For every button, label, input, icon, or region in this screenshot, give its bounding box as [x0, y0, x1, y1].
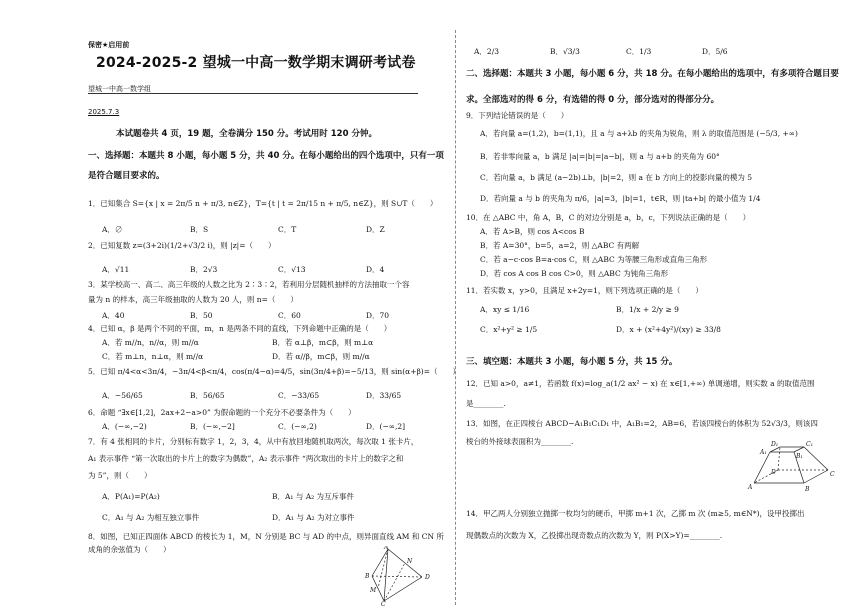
q7-option-d[interactable]: D．A₁ 与 A₂ 为对立事件 — [272, 513, 355, 522]
q8-option-d[interactable]: D．5/6 — [702, 47, 728, 56]
q8-options — [474, 46, 778, 57]
q6-option-b[interactable]: B．(−∞,−2] — [190, 422, 235, 431]
q4-option-a[interactable]: A．若 m//n，n//α，则 m//α — [102, 338, 199, 347]
q4-option-b[interactable]: B．若 α⊥β，m⊂β，则 m⊥α — [272, 338, 374, 347]
q13-line-1: 13．如图，在正四棱台 ABCD−A₁B₁C₁D₁ 中，A₁B₁=2，AB=6，若该四棱台的体积为 52√3/3，则该四 — [466, 419, 818, 428]
q11-options-cd — [480, 324, 752, 335]
edge-dd1 — [778, 447, 780, 470]
q3-option-b[interactable]: B．50 — [190, 311, 213, 320]
edge-cd — [384, 577, 422, 601]
q7-line-3: 为 5”，则（ ） — [88, 471, 152, 480]
q7-options-cd — [102, 512, 442, 523]
q7-line-2: A₁ 表示事件 “第一次取出的卡片上的数字为偶数”，A₂ 表示事件 “两次取出的卡片上的数字之和 — [88, 454, 404, 463]
exam-notice: 本试题卷共 4 页，19 题，全卷满分 150 分。考试用时 120 分钟。 — [116, 129, 377, 139]
q7-options-ab — [102, 491, 442, 502]
q5-option-c[interactable]: C．−33/65 — [278, 391, 320, 400]
q13-line-2: 棱台的外接球表面积为________. — [466, 437, 574, 446]
tetrahedron-figure — [364, 546, 440, 606]
edge-cc1 — [804, 447, 828, 470]
q1-option-a[interactable]: A．∅ — [102, 225, 123, 234]
q12-line-2: 是________. — [466, 399, 506, 408]
q6-options — [102, 421, 454, 432]
q1-option-d[interactable]: D．Z — [366, 225, 385, 234]
q14-line-2: 现偶数点的次数为 X，乙投掷出现奇数点的次数为 Y，则 P(X>Y)=________. — [466, 531, 723, 540]
q8-line-1: 8．如图，已知正四面体 ABCD 的棱长为 1，M，N 分别是 BC 与 AD 的中点，则异面直线 AM 和 CN 所 — [88, 532, 444, 541]
q1-option-b[interactable]: B．S — [190, 225, 209, 234]
edge-ab — [372, 549, 388, 576]
q10-option-a[interactable]: A．若 A>B，则 cos A<cos B — [480, 227, 585, 236]
q10-stem: 10．在 △ABC 中，角 A，B，C 的对边分别是 a，b，c，下列说法正确的是（ ） — [466, 213, 751, 222]
q6-option-c[interactable]: C．(−∞,2) — [278, 422, 317, 431]
label-a: A — [384, 546, 389, 551]
section3-heading: 三、填空题：本题共 3 小题，每小题 5 分，共 15 分。 — [466, 357, 678, 367]
q4-stem: 4．已知 α，β 是两个不同的平面，m，n 是两条不同的直线，下列命题中正确的是（ ） — [88, 324, 392, 333]
q3-options — [102, 310, 454, 321]
q8-option-c[interactable]: C．1/3 — [626, 47, 652, 56]
exam-date: 2025.7.3 — [88, 108, 120, 116]
q7-line-1: 7．有 4 张相同的卡片，分别标有数字 1，2，3，4，从中有放回地随机取两次，每次取 1 张卡片， — [88, 437, 419, 446]
q2-options — [102, 264, 454, 275]
q1-option-c[interactable]: C．T — [278, 225, 297, 234]
section1-heading-2: 是符合题目要求的。 — [88, 171, 165, 181]
q8-line-2: 成角的余弦值为（ ） — [88, 545, 171, 554]
q5-options — [102, 390, 454, 401]
exam-title: 2024-2025-2 望城一中高一数学期末调研考试卷 — [96, 55, 416, 71]
q2-option-c[interactable]: C．√13 — [278, 265, 306, 274]
q5-option-d[interactable]: D．33/65 — [366, 391, 402, 400]
edge-bc — [804, 470, 828, 483]
q9-option-d[interactable]: D．若向量 a 与 b 的夹角为 π/6，|a|=3，|b|=1，t∈R，则 |ta+b| 的最小值为 1/4 — [480, 194, 761, 203]
q14-line-1: 14．甲乙两人分别独立抛掷一枚均匀的硬币，甲掷 m+1 次，乙掷 m 次 (m≥5, m∈N*)，设甲投掷出 — [466, 509, 805, 518]
q10-option-d[interactable]: D．若 cos A cos B cos C>0，则 △ABC 为钝角三角形 — [480, 269, 669, 278]
label-b1: B₁ — [796, 453, 803, 460]
q5-stem: 5．已知 π/4<α<3π/4，−3π/4<β<π/4，cos(π/4−α)=4/5，sin(3π/4+β)=−5/13，则 sin(α+β)=（ ） — [88, 367, 461, 376]
q4-options-cd — [102, 351, 442, 362]
label-d1: D₁ — [771, 441, 779, 448]
q11-option-c[interactable]: C．x²+y² ≥ 1/5 — [480, 325, 538, 334]
q10-option-b[interactable]: B．若 A=30°，b=5，a=2，则 △ABC 有两解 — [480, 241, 640, 250]
q11-option-a[interactable]: A．xy ≤ 1/16 — [480, 305, 530, 314]
q6-option-d[interactable]: D．(−∞,2] — [366, 422, 406, 431]
q1-stem: 1．已知集合 S={x | x = 2π/5 n + π/3, n∈Z}，T={t | t = 2π/15 n + π/5, n∈Z}，则 S∪T（ ） — [88, 199, 438, 208]
q7-option-c[interactable]: C．A₁ 与 A₂ 为相互独立事件 — [102, 513, 200, 522]
q9-option-c[interactable]: C．若向量 a，b 满足 (a−2b)⊥b，|b|=2，则 a 在 b 方向上的投影向量的模为 5 — [480, 173, 753, 182]
q2-stem: 2．已知复数 z=(3+2i)(1/2+√3/2 i)，则 |z|=（ ） — [88, 241, 276, 250]
q1-options — [102, 224, 454, 235]
label-c: C — [381, 601, 386, 606]
label-a: A — [748, 484, 753, 491]
frustum-figure — [746, 438, 836, 498]
edge-bd — [372, 576, 422, 577]
label-b: B — [365, 573, 370, 580]
q7-option-b[interactable]: B．A₁ 与 A₂ 为互斥事件 — [272, 492, 355, 501]
section1-heading-1: 一、选择题：本题共 8 小题，每小题 5 分，共 40 分。在每小题给出的四个选项中，只有一项 — [88, 151, 444, 161]
q2-option-a[interactable]: A．√11 — [102, 265, 130, 274]
q11-option-d[interactable]: D．x + (x²+4y²)/(xy) ≥ 33/8 — [616, 325, 721, 334]
q8-option-b[interactable]: B．√3/3 — [550, 47, 580, 56]
segment-cn — [384, 563, 405, 601]
label-d: D — [771, 469, 776, 476]
q4-option-d[interactable]: D．若 α//β，m⊂β，则 m//α — [272, 352, 370, 361]
q11-option-b[interactable]: B．1/x + 2/y ≥ 9 — [616, 305, 679, 314]
q12-line-1: 12．已知 a>0，a≠1，若函数 f(x)=log_a(1/2 ax² − x) 在 x∈[1,+∞) 单调递增，则实数 a 的取值范围 — [466, 379, 815, 388]
q9-option-b[interactable]: B．若非零向量 a，b 满足 |a|=|b|=|a−b|，则 a 与 a+b 的夹角为 60° — [480, 152, 720, 161]
q6-option-a[interactable]: A．(−∞,−2) — [102, 422, 147, 431]
q5-option-a[interactable]: A．−56/65 — [102, 391, 143, 400]
label-a1: A₁ — [760, 449, 767, 456]
edge-ad — [388, 549, 422, 577]
label-c1: C₁ — [806, 441, 813, 448]
edge-aa1 — [754, 452, 770, 483]
q4-options-ab — [102, 337, 442, 348]
section2-heading-1: 二、选择题：本题共 3 小题，每小题 6 分，共 18 分。在每小题给出的选项中，有多项符合题目要 — [466, 69, 839, 79]
org-underline — [88, 93, 418, 94]
q9-option-a[interactable]: A．若向量 a=(1,2)，b=(1,1)，且 a 与 a+λb 的夹角为锐角，则 λ 的取值范围是 (−5/3, +∞) — [480, 129, 798, 138]
q3-option-a[interactable]: A．40 — [102, 311, 125, 320]
label-n: N — [407, 558, 413, 565]
label-d: D — [425, 574, 430, 581]
q5-option-b[interactable]: B．56/65 — [190, 391, 225, 400]
q3-line-2: 量为 n 的样本，高三年级抽取的人数为 20 人，则 n=（ ） — [88, 295, 298, 304]
q10-option-c[interactable]: C．若 a−c·cos B=a·cos C，则 △ABC 为等腰三角形或直角三角形 — [480, 255, 708, 264]
q2-option-d[interactable]: D．4 — [366, 265, 385, 274]
column-divider — [455, 30, 456, 605]
q6-stem: 6．命题 “∃x∈[1,2]，2ax+2−a>0” 为假命题的一个充分不必要条件为（ ） — [88, 408, 356, 417]
label-c: C — [830, 471, 835, 478]
edge-b1c1 — [794, 447, 804, 452]
q11-options-ab — [480, 304, 752, 315]
q4-option-c[interactable]: C．若 m⊥n，n⊥α，则 m//α — [102, 352, 204, 361]
q2-option-b[interactable]: B．2√3 — [190, 265, 218, 274]
label-m: M — [370, 587, 377, 594]
q7-option-a[interactable]: A．P(A₁)=P(A₂) — [102, 492, 160, 501]
q3-line-1: 3．某学校高一、高二、高三年级的人数之比为 2∶3∶2，若利用分层随机抽样的方法抽取一个容 — [88, 280, 410, 289]
organization: 望城一中高一数学组 — [88, 85, 151, 93]
q8-option-a[interactable]: A．2/3 — [474, 47, 499, 56]
secret-label: 保密★启用前 — [88, 41, 130, 49]
label-b: B — [805, 486, 810, 493]
q3-option-c[interactable]: C．60 — [278, 311, 301, 320]
q11-stem: 11．若实数 x，y>0，且满足 x+2y=1，则下列选项正确的是（ ） — [466, 286, 703, 295]
q3-option-d[interactable]: D．70 — [366, 311, 390, 320]
q9-stem: 9．下列结论错误的是（ ） — [466, 111, 569, 120]
section2-heading-2: 求。全部选对的得 6 分，有选错的得 0 分，部分选对的得部分分。 — [466, 95, 720, 105]
